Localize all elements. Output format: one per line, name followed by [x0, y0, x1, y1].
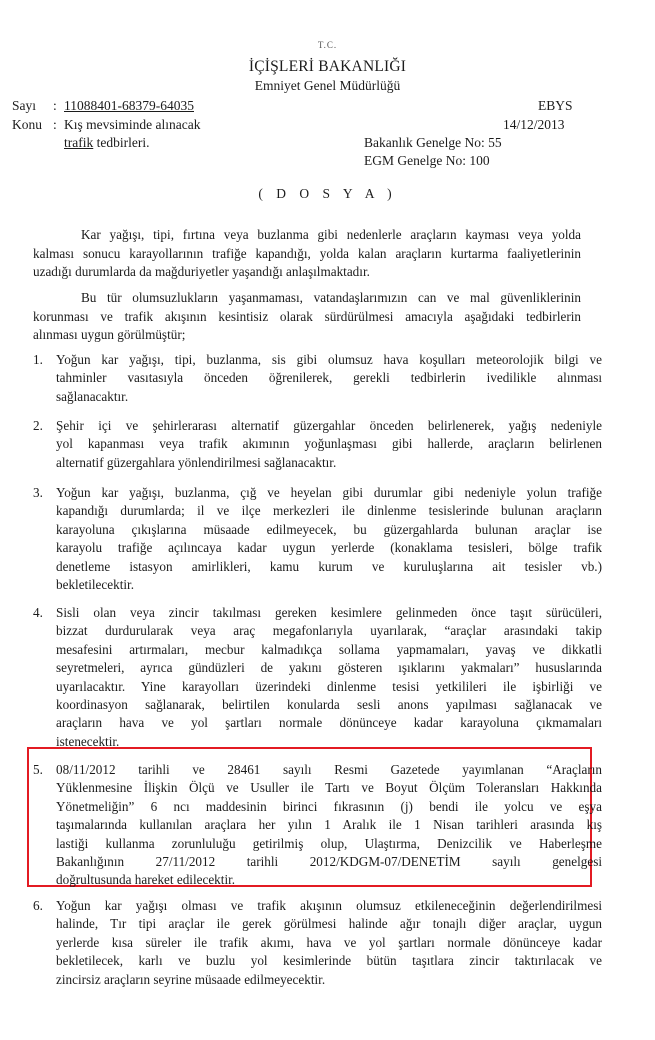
intro-paragraph-2	[33, 289, 581, 345]
intro-p1-line: kalması sonucu karayollarının trafiğe kapandığı, yolda kalan araçların kurtarma faaliyetlerinin	[33, 245, 581, 261]
list-item-line: halinde, Tır tipi araçlar ile gerek görülmesi halinde ağır tonajlı diğer araçlar, uygun	[56, 916, 602, 932]
list-item-line: Bakanlığının 27/11/2012 tarihli 2012/KDGM-07/DENETİM sayılı genelgesi	[56, 854, 602, 870]
konu-label: Konu	[12, 117, 42, 132]
list-item-line: sağlanacaktır.	[56, 388, 129, 404]
list-item-line: 08/11/2012 tarihli ve 28461 sayılı Resmi Gazetede yayımlanan “Araçların	[56, 762, 602, 777]
list-item-line: uyarılacaktır. Yine karayolları üzerindeki dinlenme tesisi yetkilileri ile işbirliği ve	[56, 678, 602, 694]
list-item-line: Yoğun kar yağışı, tipi, buzlanma, sis gibi olumsuz hava koşulları meteorolojik bilgi ve	[56, 352, 602, 367]
list-item-line: denetleme istasyon amirlikleri, kamu kurum ve kuruluşlarına ait tesisler vb.)	[56, 558, 602, 574]
list-item-line: zincirsiz araçların seyrine müsaade edilmeyecektir.	[56, 971, 326, 987]
list-item-line: karayolu trafiğe açılıncaya kadar uygun yerlerde (konaklama tesisleri, bölge trafik	[56, 540, 602, 556]
directorate-title: Emniyet Genel Müdürlüğü	[254, 78, 401, 93]
list-item-line: Sisli olan veya zincir takılması gereken kesimlere gelinmeden önce taşıt sürücüleri,	[56, 605, 602, 620]
document-date: 14/12/2013	[503, 117, 565, 132]
list-item-line: doğrultusunda hareket edilecektir.	[56, 872, 236, 888]
list-item-line: koordinasyon sağlanarak, belirtilen konularda sesli anons yapılması sağlanacak ve	[56, 697, 602, 713]
list-item-line: Yoğun kar yağışı, buzlanma, çığ ve heyelan gibi durumlar gibi nedeniyle yolun trafiğe	[56, 485, 602, 500]
egm-circular-no: EGM Genelge No: 100	[364, 153, 490, 168]
list-item-line: bekletilecek, karlı ve buzlu yol kesimlerinde bütün taşıtlara zincir taktırılacak ve	[56, 953, 602, 969]
list-item-line: taşımalarında kullanılan araçlara her yılın 1 Aralık ile 1 Nisan tarihleri arasında kış	[56, 817, 602, 833]
intro-p2-line: korunması ve trafik akışının kesintisiz olarak sürdürülmesi amacıyla aşağıdaki tedbirlerin	[33, 308, 581, 324]
konu-line2-rest: tedbirleri.	[93, 135, 150, 150]
list-item-line: bekletilecektir.	[56, 577, 134, 593]
list-item-line: yerlerde kısa süreler ile trafik akımı, hava ve yol şartları normale dönünceye kadar	[56, 934, 602, 950]
list-item-number: 4.	[33, 605, 43, 620]
ebys-label: EBYS	[538, 98, 573, 113]
konu-line2-underlined: trafik	[64, 135, 94, 150]
list-item-line: mesafesini artırmaları, mecbur kalmadıkça sollama yapmamaları, yavaş ve dikkatli	[56, 641, 602, 657]
list-item-line: karayoluna çıkışlarına müsaade edilmeyecek, bu güzergahlarda bulunan araçlar ise	[56, 521, 602, 537]
list-item-number: 3.	[33, 485, 43, 500]
intro-p1-line: uzadığı durumlarda da mağduriyetler yaşandığı anlaşılmaktadır.	[33, 264, 370, 279]
list-item-line: lastiği kullanma zorunluluğu getirilmiş olup, Ulaştırma, Denizcilik ve Haberleşme	[56, 835, 602, 851]
sayi-number: 11088401-68379-64035	[64, 98, 194, 113]
tc-mark: T.C.	[317, 40, 338, 50]
list-item-line: kapandığı durumlarda; il ve ilçe merkezleri ile dinlenme tesislerinde bulunan araçların	[56, 503, 602, 519]
list-item-line: istenecektir.	[56, 733, 120, 749]
list-item-line: araçların hava ve yol şartları normale dönünceye kadar karayoluna çıkmamaları	[56, 715, 602, 731]
list-item-number: 2.	[33, 418, 43, 433]
list-item-number: 6.	[33, 898, 43, 913]
konu-line1: Kış mevsiminde alınacak	[64, 117, 201, 132]
ministry-title: İÇİŞLERİ BAKANLIĞI	[248, 58, 407, 75]
sayi-colon: :	[53, 98, 57, 113]
intro-p1-line: Kar yağışı, tipi, fırtına veya buzlanma gibi nedenlerle araçların kayması veya yolda	[81, 227, 581, 242]
list-item-line: tahminler vasıtasıyla önceden öğrenilerek, gerekli tedbirlerin ivedilikle alınması	[56, 370, 602, 386]
intro-paragraph-1	[33, 226, 581, 282]
list-item-line: Yoğun kar yağışı olması ve trafik akışının olumsuz etkileneceğinin değerlendirilmesi	[56, 898, 602, 913]
list-item-number: 1.	[33, 352, 43, 367]
intro-p2-line: alınması uygun görülmüştür;	[33, 327, 186, 342]
list-item-line: bizzat durdurularak veya araç megafonlarıyla uyarılarak, “araçlar arasındaki takip	[56, 623, 602, 639]
sayi-label: Sayı	[12, 98, 37, 113]
list-item-line: Yönetmeliğin” 6 ncı maddesinin birinci fıkrasının (j) bendi ile yolcu ve eşya	[56, 798, 602, 814]
list-item-number: 5.	[33, 762, 43, 777]
dosya-heading: ( D O S Y A )	[258, 186, 397, 201]
konu-colon: :	[53, 117, 57, 132]
intro-p2-line: Bu tür olumsuzlukların yaşanmaması, vatandaşlarımızın can ve mal güvenliklerinin	[81, 290, 581, 305]
ministry-circular-no: Bakanlık Genelge No: 55	[364, 135, 502, 150]
konu-line2	[64, 135, 149, 151]
list-item-line: alternatif güzergahlara yönlendirilmesi sağlanacaktır.	[56, 454, 337, 470]
list-item-line: Yüklenmesine İlişkin Ölçü ve Usuller ile Tartı ve Boyut Ölçüm Toleransları Hakkında	[56, 780, 602, 796]
list-item-line: seyretmeleri, ayrıca gündüzleri de yakını gösteren ışıklarını yakmaları” hususlarında	[56, 660, 602, 676]
list-item-line: yol kapanması veya trafik akımının yoğunlaşması gibi hallerde, araçların belirlenen	[56, 436, 602, 452]
list-item-line: Şehir içi ve şehirlerarası alternatif güzergahlar önceden belirlenerek, yağış nedeniyle	[56, 418, 602, 433]
